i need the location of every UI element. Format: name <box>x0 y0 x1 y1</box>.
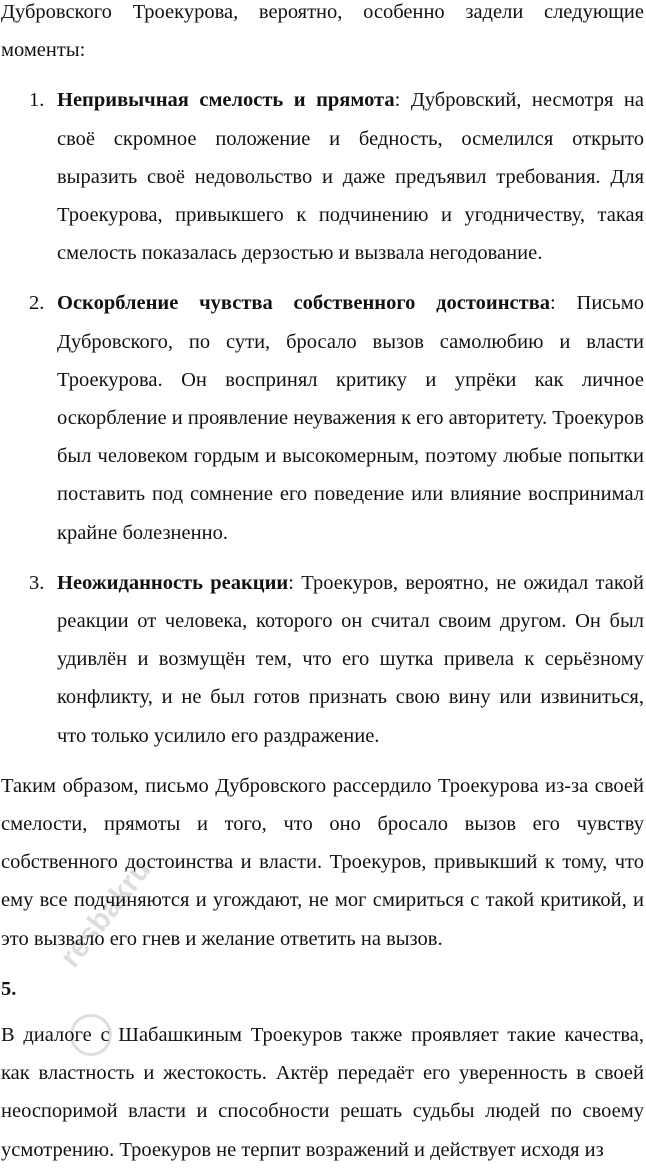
intro-paragraph: Дубровского Троекурова, вероятно, особенно задели следующие моменты: <box>1 1 644 62</box>
list-item-text <box>57 284 644 551</box>
list-item <box>0 564 646 755</box>
list-item-title: Оскорбление чувства собственного достоинства <box>57 292 551 315</box>
section-number: 5. <box>1 977 17 1000</box>
list-item-text <box>57 564 644 755</box>
list-item <box>0 284 646 551</box>
list-item-number: 2. <box>29 292 45 315</box>
list-item-number: 3. <box>29 571 45 594</box>
list-item-body: : Троекуров, вероятно, не ожидал такой реакции от человека, которого он считал своим другом. Он был удивлён и возмущён тем, что его шутка привела к серьёзному конфликту, и не был готов признать свою вину или извиниться, что только усилило его раздражение. <box>57 571 644 747</box>
reasons-list <box>0 81 646 754</box>
list-item-title: Непривычная смелость и прямота <box>57 89 395 112</box>
watermark-text: resbakru <box>53 853 158 974</box>
list-item-body: : Письмо Дубровского, по сути, бросало вызов самолюбию и власти Троекурова. Он воспринял критику и упрёки как личное оскорбление и проявление неуважения к его авторитету. Троекуров был человеком гордым и высокомерным, поэтому любые попытки поставить под сомнение его поведение или влияние воспринимал крайне болезненно. <box>57 292 644 544</box>
list-item-body: : Дубровский, несмотря на своё скромное положение и бедность, осмелился открыто выразить своё недовольство и даже предъявил требования. Для Троекурова, привыкшего к подчинению и угодничеству, такая смелость показалась дерзостью и вызвала негодование. <box>57 89 644 265</box>
list-item-number: 1. <box>29 89 45 112</box>
list-item <box>0 81 646 272</box>
list-item-title: Неожиданность реакции <box>57 571 289 594</box>
conclusion-paragraph: Таким образом, письмо Дубровского рассердило Троекурова из-за своей смелости, прямоты и того, что оно бросало вызов его чувству собственного достоинства и власти. Троекуров, привыкший к тому, что ему все подчиняются и угождают, не мог смириться с такой критикой, и это вызвало его гнев и желание ответить на вызов. <box>1 774 644 950</box>
section-paragraph: В диалоге с Шабашкиным Троекуров также проявляет такие качества, как властность и жестокость. Актёр передаёт его уверенность в своей неоспоримой власти и способности решать судьбы людей по своему усмотрению. Троекуров не терпит возражений и действует исходя из <box>1 1024 644 1161</box>
list-item-text <box>57 81 644 272</box>
